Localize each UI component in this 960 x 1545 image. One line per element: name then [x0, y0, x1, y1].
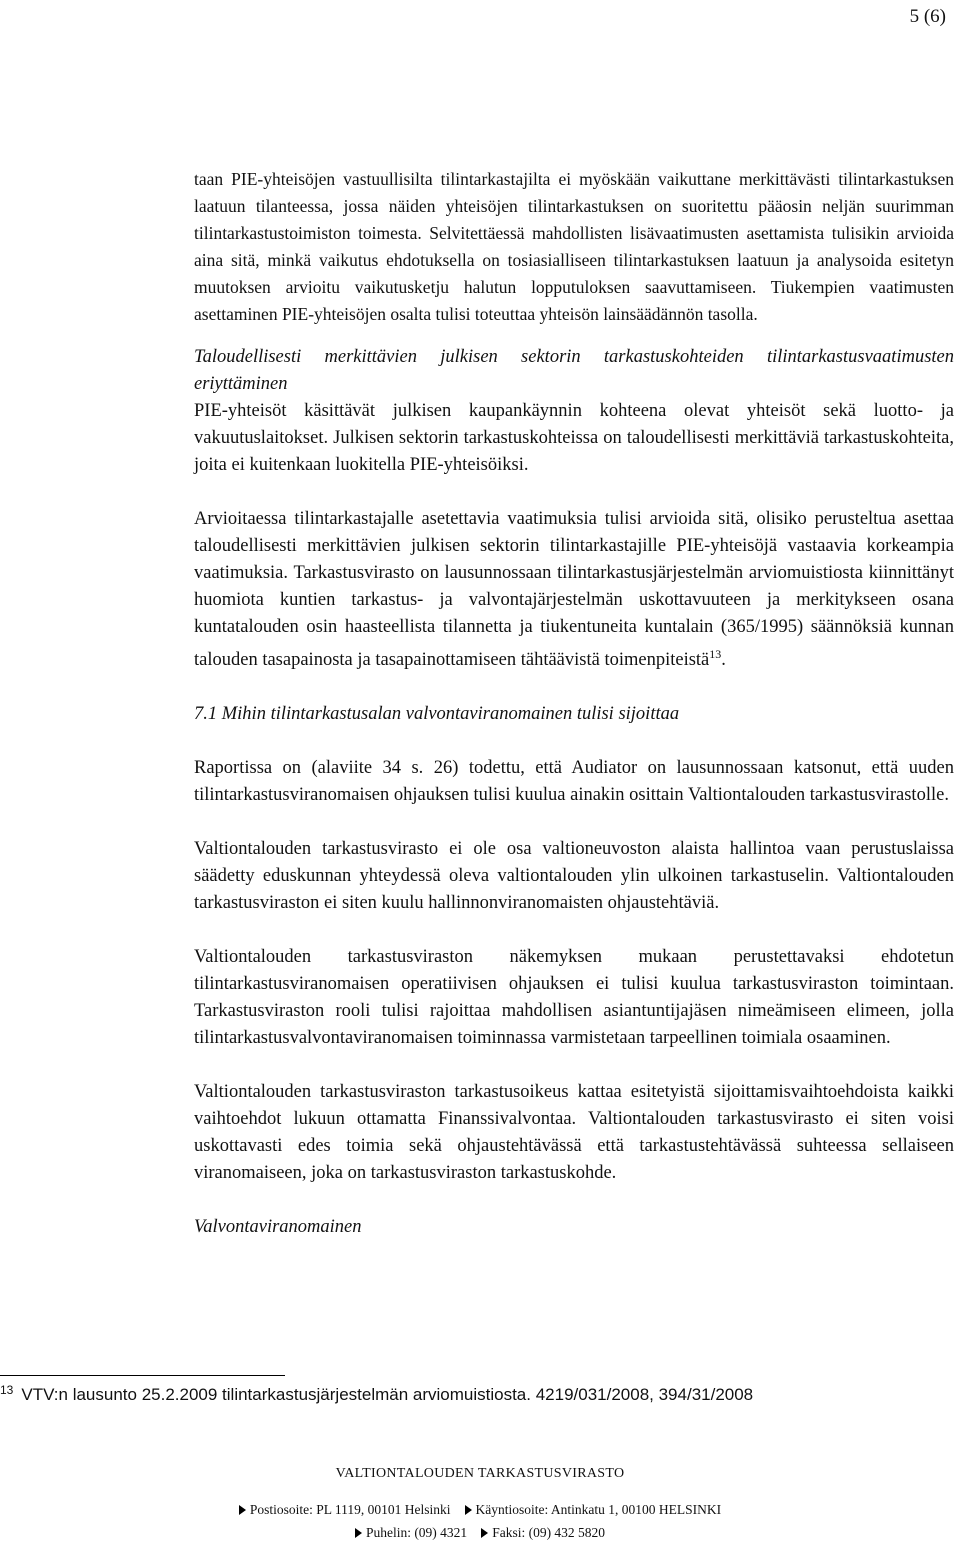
- footnote-ref[interactable]: 13: [709, 647, 722, 661]
- arrow-right-icon: [239, 1505, 246, 1515]
- footer-contact-line: [0, 1525, 960, 1541]
- paragraph-3: [194, 506, 954, 674]
- section-heading-7-1: 7.1 Mihin tilintarkastusalan valvontaviranomainen tulisi sijoittaa: [194, 704, 680, 724]
- paragraph-2: PIE-yhteisöt käsittävät julkisen kaupankäynnin kohteena olevat yhteisöt sekä luotto- ja vakuutuslaitokset. Julkisen sektorin tarkastuskohteissa on taloudellisesti merkittäviä tarkastuskohteita, joita ei kuitenkaan luokitella PIE-yhteisöiksi.: [194, 401, 954, 475]
- paragraph-5: Valtiontalouden tarkastusvirasto ei ole osa valtioneuvoston alaista hallintoa vaan perustuslaissa säädetty eduskunnan yhteydessä oleva valtiontalouden ylin ulkoinen tarkastuselin. Valtiontalouden tarkastusviraston ei siten kuulu hallinnonviranomaisten ohjaustehtäviä.: [194, 839, 954, 913]
- footnote: [0, 1383, 960, 1405]
- footer-phone: Puhelin: (09) 4321: [365, 1525, 468, 1540]
- footnote-number: 13: [0, 1383, 14, 1397]
- paragraph-3-end: .: [721, 650, 726, 670]
- footnote-text: VTV:n lausunto 25.2.2009 tilintarkastusjärjestelmän arviomuistiosta. 4219/031/2008, 394/31/2008: [21, 1385, 754, 1404]
- section-heading-valvontaviranomainen: Valvontaviranomainen: [194, 1217, 362, 1237]
- footnote-divider: [0, 1375, 285, 1376]
- paragraph-6: Valtiontalouden tarkastusviraston näkemyksen mukaan perustettavaksi ehdotetun tilintarkastusviranomaisen operatiivisen ohjauksen ei tulisi kuulua tarkastusviraston toimintaan. Tarkastusviraston rooli tulisi rajoittaa mahdollisen asiantuntijajäsen nimeämiseen elimeen, jolla tilintarkastusvalvontaviranomaisen toiminnassa varmistetaan tarpeellinen toimiala osaaminen.: [194, 947, 954, 1048]
- arrow-right-icon: [465, 1505, 472, 1515]
- document-body: [194, 166, 954, 1241]
- arrow-right-icon: [481, 1528, 488, 1538]
- arrow-right-icon: [355, 1528, 362, 1538]
- paragraph-3-text: Arvioitaessa tilintarkastajalle asetettavia vaatimuksia tulisi arvioida sitä, olisiko perusteltua asettaa taloudellisesti merkittävien julkisen sektorin tilintarkastajille PIE-yhteisöjä vastaavia korkeampia vaatimuksia. Tarkastusvirasto on lausunnossaan tilintarkastusjärjestelmän arviomuistiosta kiinnittänyt huomiota kuntien tarkastus- ja valvontajärjestelmän uskottavuuteen ja merkitykseen osana kuntatalouden osin haasteellista tilannetta ja tiukentuneita kuntalain (365/1995) säännöksiä kunnan talouden tasapainosta ja tasapainottamiseen tähtäävistä toimenpiteistä: [194, 509, 954, 670]
- paragraph-4: Raportissa on (alaviite 34 s. 26) todettu, että Audiator on lausunnossaan katsonut, että uuden tilintarkastusviranomaisen ohjauksen tulisi kuulua ainakin osittain Valtiontalouden tarkastusvirastolle.: [194, 758, 954, 805]
- footer-address-line: [0, 1502, 960, 1518]
- footer-visiting: Käyntiosoite: Antinkatu 1, 00100 HELSINKI: [475, 1502, 722, 1517]
- footer-organization: VALTIONTALOUDEN TARKASTUSVIRASTO: [335, 1466, 625, 1481]
- section-heading-italic: Taloudellisesti merkittävien julkisen sektorin tarkastuskohteiden tilintarkastusvaatimusten eriyttäminen: [194, 347, 954, 394]
- paragraph-1: taan PIE-yhteisöjen vastuullisilta tilintarkastajilta ei myöskään vaikuttane merkittävästi tilintarkastuksen laatuun tilanteessa, jossa näiden yhteisöjen tilintarkastuksen on suoritettu pääosin neljän suurimman tilintarkastustoimiston toimesta. Selvitettäessä mahdollisten lisävaatimusten asettamista tulisikin arvioida aina sitä, minkä vaikutus ehdotuksella on tosiasialliseen tilintarkastuksen laatuun ja analysoida esitetyn muutoksen arvioitu vaikutusketju halutun lopputuloksen saavuttamiseen. Tiukempien vaatimusten asettaminen PIE-yhteisöjen osalta tulisi toteuttaa yhteisön lainsäädännön tasolla.: [194, 169, 954, 324]
- paragraph-7: Valtiontalouden tarkastusviraston tarkastusoikeus kattaa esitetyistä sijoittamisvaihtoehdoista kaikki vaihtoehdot lukuun ottamatta Finanssivalvontaa. Valtiontalouden tarkastusvirasto ei siten voisi uskottavasti edes toimia sekä ohjaustehtävässä että tarkastustehtävässä suhteessa sellaiseen viranomaiseen, joka on tarkastusviraston tarkastuskohde.: [194, 1082, 954, 1183]
- page-number: 5 (6): [909, 6, 946, 27]
- footer-fax: Faksi: (09) 432 5820: [492, 1525, 606, 1540]
- footer-postal: Postiosoite: PL 1119, 00101 Helsinki: [249, 1502, 451, 1517]
